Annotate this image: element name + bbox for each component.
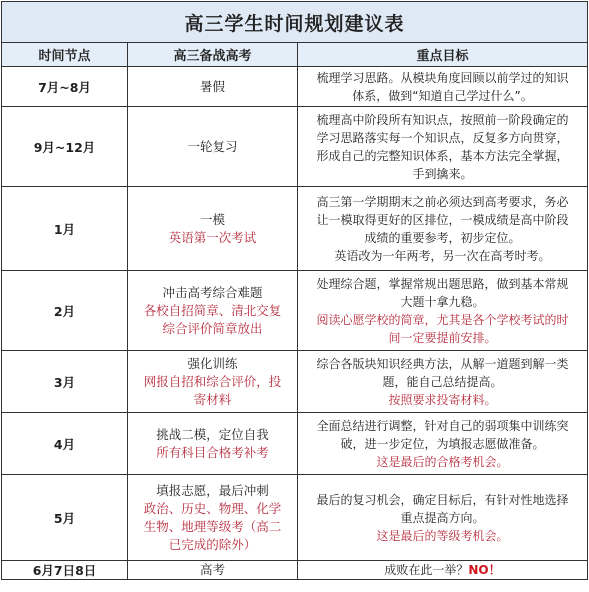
plan-line: 冲击高考综合难题	[162, 284, 263, 300]
goal-cell	[298, 67, 588, 107]
plan-red-line: 综合评价简章放出	[162, 320, 263, 336]
goal-line: 让一模取得更好的区排位，一模成绩是高中阶段	[316, 212, 569, 227]
goal-cell	[298, 475, 588, 561]
time-cell: 2月	[2, 271, 128, 351]
schedule-table	[1, 1, 588, 580]
header-goal: 重点目标	[298, 43, 588, 67]
plan-cell	[128, 271, 298, 351]
plan-cell	[128, 187, 298, 271]
plan-red-line: 所有科目合格考补考	[156, 444, 269, 460]
header-row	[2, 43, 588, 67]
goal-line: 最后的复习机会，确定目标后，有针对性地选择	[316, 492, 569, 507]
time-cell: 7月~8月	[2, 67, 128, 107]
goal-red-line: 这是最后的合格考机会。	[376, 454, 509, 469]
table-row	[2, 107, 588, 187]
plan-line: 挑战二模，定位自我	[156, 426, 269, 442]
plan-red-line: 各校自招简章、清北交复	[143, 302, 282, 318]
goal-red-line: 阅读心愿学校的简章，尤其是各个学校考试的时	[316, 312, 569, 327]
goal-line: 破，进一步定位，为填报志愿做准备。	[340, 436, 545, 451]
time-cell: 4月	[2, 413, 128, 475]
plan-red-line: 生物、地理等级考（高二	[143, 518, 282, 534]
time-cell: 3月	[2, 351, 128, 413]
plan-line: 一轮复习	[187, 138, 238, 154]
plan-line: 暑假	[199, 78, 225, 94]
goal-line: 体系，做到“知道自己学过什么”。	[352, 88, 533, 103]
table-row	[2, 351, 588, 413]
goal-cell	[298, 561, 588, 580]
table-row	[2, 561, 588, 580]
plan-cell	[128, 475, 298, 561]
goal-red-line: 间一定要提前安排。	[388, 330, 497, 345]
goal-line: 题，能自己总结提高。	[382, 374, 503, 389]
no-emphasis: NO！	[468, 563, 501, 577]
goal-cell	[298, 351, 588, 413]
plan-cell	[128, 561, 298, 580]
goal-line: 梳理学习思路。从模块角度回顾以前学过的知识	[316, 70, 569, 85]
goal-line: 重点提高方向。	[400, 510, 485, 525]
header-time: 时间节点	[2, 43, 128, 67]
plan-cell	[128, 67, 298, 107]
plan-red-line: 网报自招和综合评价，投	[143, 373, 282, 389]
goal-line: 成绩的重要参考，初步定位。	[364, 230, 521, 245]
goal-line: 处理综合题，掌握常规出题思路，做到基本常规	[316, 276, 569, 291]
goal-line: 高三第一学期期末之前必须达到高考要求，务必	[316, 194, 569, 209]
table-row	[2, 413, 588, 475]
goal-cell	[298, 413, 588, 475]
plan-cell	[128, 107, 298, 187]
plan-red-line: 英语第一次考试	[168, 229, 257, 245]
table-row	[2, 187, 588, 271]
table-row	[2, 67, 588, 107]
goal-line: 手到擒来。	[412, 166, 473, 181]
time-cell: 5月	[2, 475, 128, 561]
plan-line: 填报志愿，最后冲刺	[156, 482, 269, 498]
goal-cell	[298, 107, 588, 187]
goal-cell	[298, 271, 588, 351]
goal-line: 梳理高中阶段所有知识点，按照前一阶段确定的	[316, 112, 569, 127]
plan-line: 高考	[199, 562, 225, 577]
plan-line: 强化训练	[187, 355, 238, 371]
goal-red-line: 这是最后的等级考机会。	[376, 528, 509, 543]
goal-line: 英语改为一年两考，另一次在高考时考。	[334, 248, 551, 263]
plan-red-line: 已完成的除外）	[168, 536, 257, 552]
time-cell: 9月~12月	[2, 107, 128, 187]
header-plan: 高三备战高考	[128, 43, 298, 67]
table-row	[2, 475, 588, 561]
plan-red-line: 政治、历史、物理、化学	[143, 500, 282, 516]
table-title: 高三学生时间规划建议表	[2, 2, 588, 43]
goal-red-line: 按照要求投寄材料。	[388, 392, 497, 407]
plan-cell	[128, 351, 298, 413]
goal-line: 形成自己的完整知识体系，基本方法完全掌握，	[316, 148, 569, 163]
goal-line: 综合各版块知识经典方法，从解一道题到解一类	[316, 356, 569, 371]
goal-line: 学习思路落实每一个知识点，反复多方向贯穿，	[316, 130, 569, 145]
goal-line: 成败在此一举？	[384, 563, 469, 577]
plan-cell	[128, 413, 298, 475]
plan-line: 一模	[199, 211, 225, 227]
goal-line: 全面总结进行调整，针对自己的弱项集中训练突	[316, 418, 569, 433]
time-cell: 1月	[2, 187, 128, 271]
plan-red-line: 寄材料	[193, 391, 232, 407]
goal-cell	[298, 187, 588, 271]
table-row	[2, 271, 588, 351]
goal-line: 大题十拿九稳。	[400, 294, 485, 309]
time-cell: 6月7日8日	[2, 561, 128, 580]
